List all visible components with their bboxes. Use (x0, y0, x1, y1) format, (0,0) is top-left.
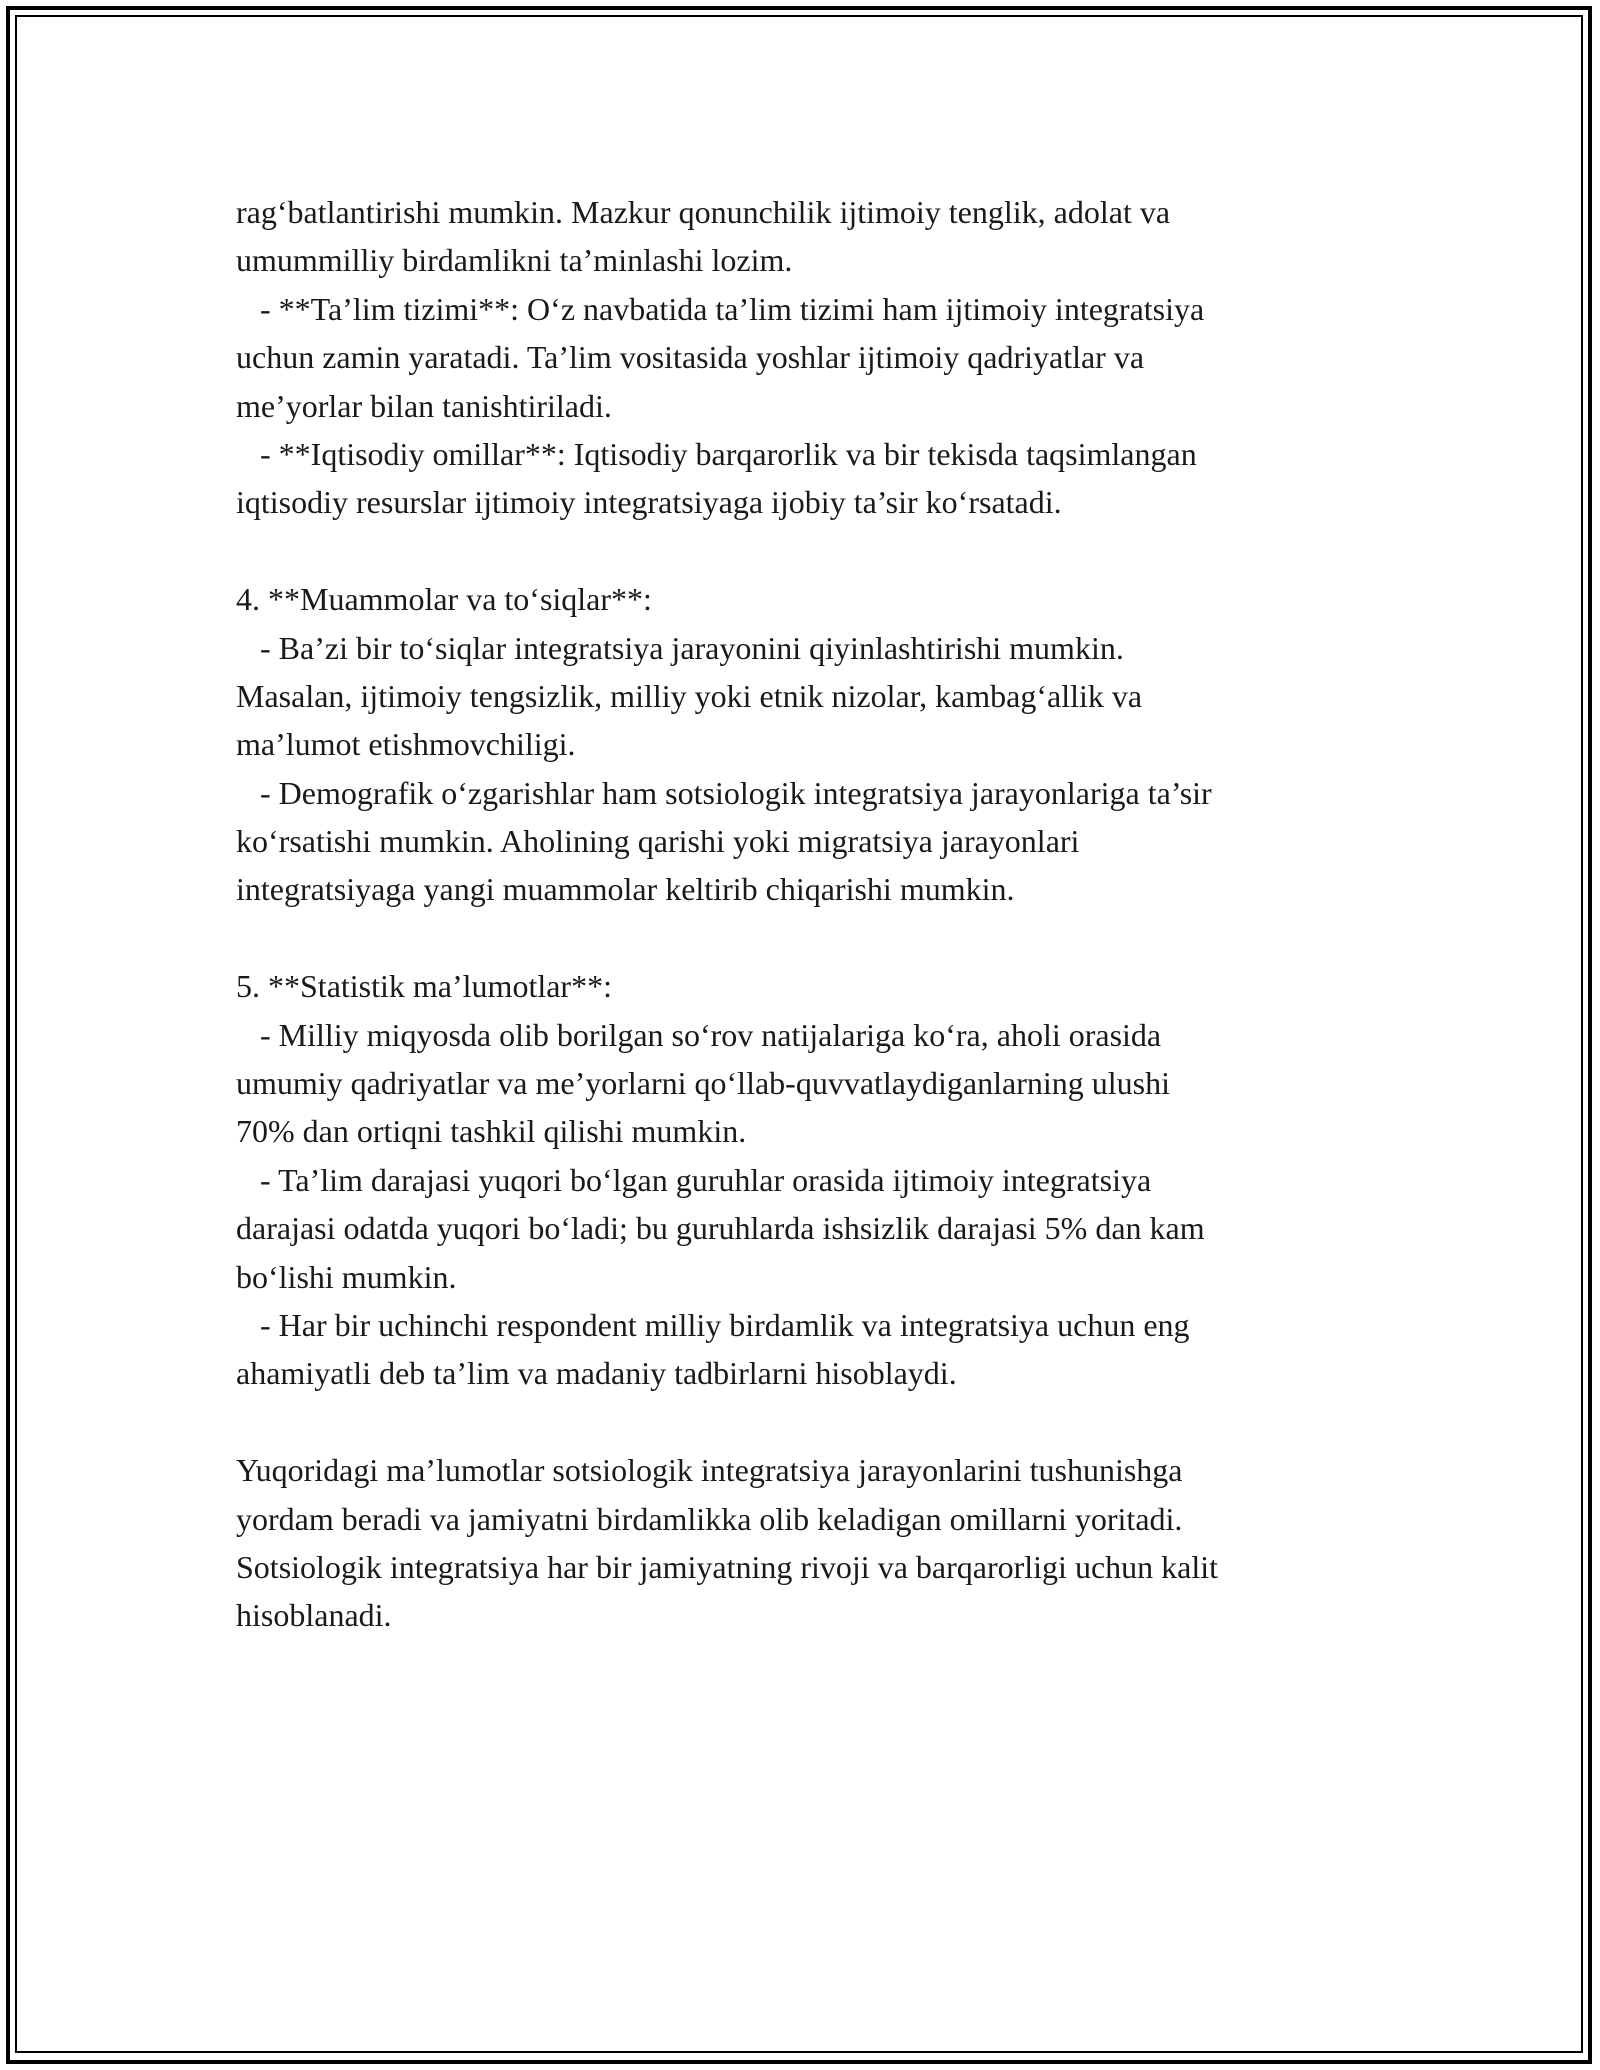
conclusion-line: Sotsiologik integratsiya har bir jamiyatning rivoji va barqarorligi uchun kalit (236, 1548, 1219, 1585)
conclusion-line: hisoblanadi. (236, 1597, 392, 1634)
text-line: 70% dan ortiqni tashkil qilishi mumkin. (236, 1113, 747, 1150)
conclusion-line: Yuqoridagi ma’lumotlar sotsiologik integratsiya jarayonlarini tushunishga (236, 1452, 1183, 1489)
text-line: me’yorlar bilan tanishtiriladi. (236, 387, 612, 424)
text-line: ahamiyatli deb ta’lim va madaniy tadbirlarni hisoblaydi. (236, 1355, 957, 1392)
text-line: - Ta’lim darajasi yuqori bo‘lgan guruhlar orasida ijtimoiy integratsiya (236, 1161, 1152, 1198)
document-body (236, 188, 1376, 1640)
text-line: iqtisodiy resurslar ijtimoiy integratsiyaga ijobiy ta’sir ko‘rsatadi. (236, 484, 1062, 521)
section-heading: 5. **Statistik ma’lumotlar**: (236, 968, 612, 1005)
text-line: umummilliy birdamlikni ta’minlashi lozim. (236, 242, 793, 279)
text-line: - Milliy miqyosda olib borilgan so‘rov natijalariga ko‘ra, aholi orasida (236, 1016, 1162, 1053)
blank-line (236, 527, 1376, 575)
text-line: integratsiyaga yangi muammolar keltirib chiqarishi mumkin. (236, 871, 1015, 908)
text-line: - **Iqtisodiy omillar**: Iqtisodiy barqarorlik va bir tekisda taqsimlangan (236, 435, 1197, 472)
section-heading: 4. **Muammolar va to‘siqlar**: (236, 581, 652, 618)
text-line: rag‘batlantirishi mumkin. Mazkur qonunchilik ijtimoiy tenglik, adolat va (236, 194, 1171, 230)
text-line: - Demografik o‘zgarishlar ham sotsiologik integratsiya jarayonlariga ta’sir (236, 774, 1212, 811)
text-line: - Har bir uchinchi respondent milliy birdamlik va integratsiya uchun eng (236, 1306, 1190, 1343)
text-line: bo‘lishi mumkin. (236, 1258, 457, 1295)
text-line: umumiy qadriyatlar va me’yorlarni qo‘llab-quvvatlaydiganlarning ulushi (236, 1065, 1170, 1102)
text-line: ma’lumot etishmovchiligi. (236, 726, 576, 763)
text-line: Masalan, ijtimoiy tengsizlik, milliy yoki etnik nizolar, kambag‘allik va (236, 677, 1143, 714)
text-line: darajasi odatda yuqori bo‘ladi; bu guruhlarda ishsizlik darajasi 5% dan kam (236, 1210, 1205, 1247)
text-line: ko‘rsatishi mumkin. Aholining qarishi yoki migratsiya jarayonlari (236, 823, 1080, 860)
conclusion-line: yordam beradi va jamiyatni birdamlikka olib keladigan omillarni yoritadi. (236, 1500, 1183, 1537)
text-line: - **Ta’lim tizimi**: O‘z navbatida ta’lim tizimi ham ijtimoiy integratsiya (236, 290, 1205, 327)
blank-line (236, 1398, 1376, 1446)
blank-line (236, 914, 1376, 962)
text-line: uchun zamin yaratadi. Ta’lim vositasida yoshlar ijtimoiy qadriyatlar va (236, 339, 1145, 376)
text-line: - Ba’zi bir to‘siqlar integratsiya jarayonini qiyinlashtirishi mumkin. (236, 629, 1124, 666)
